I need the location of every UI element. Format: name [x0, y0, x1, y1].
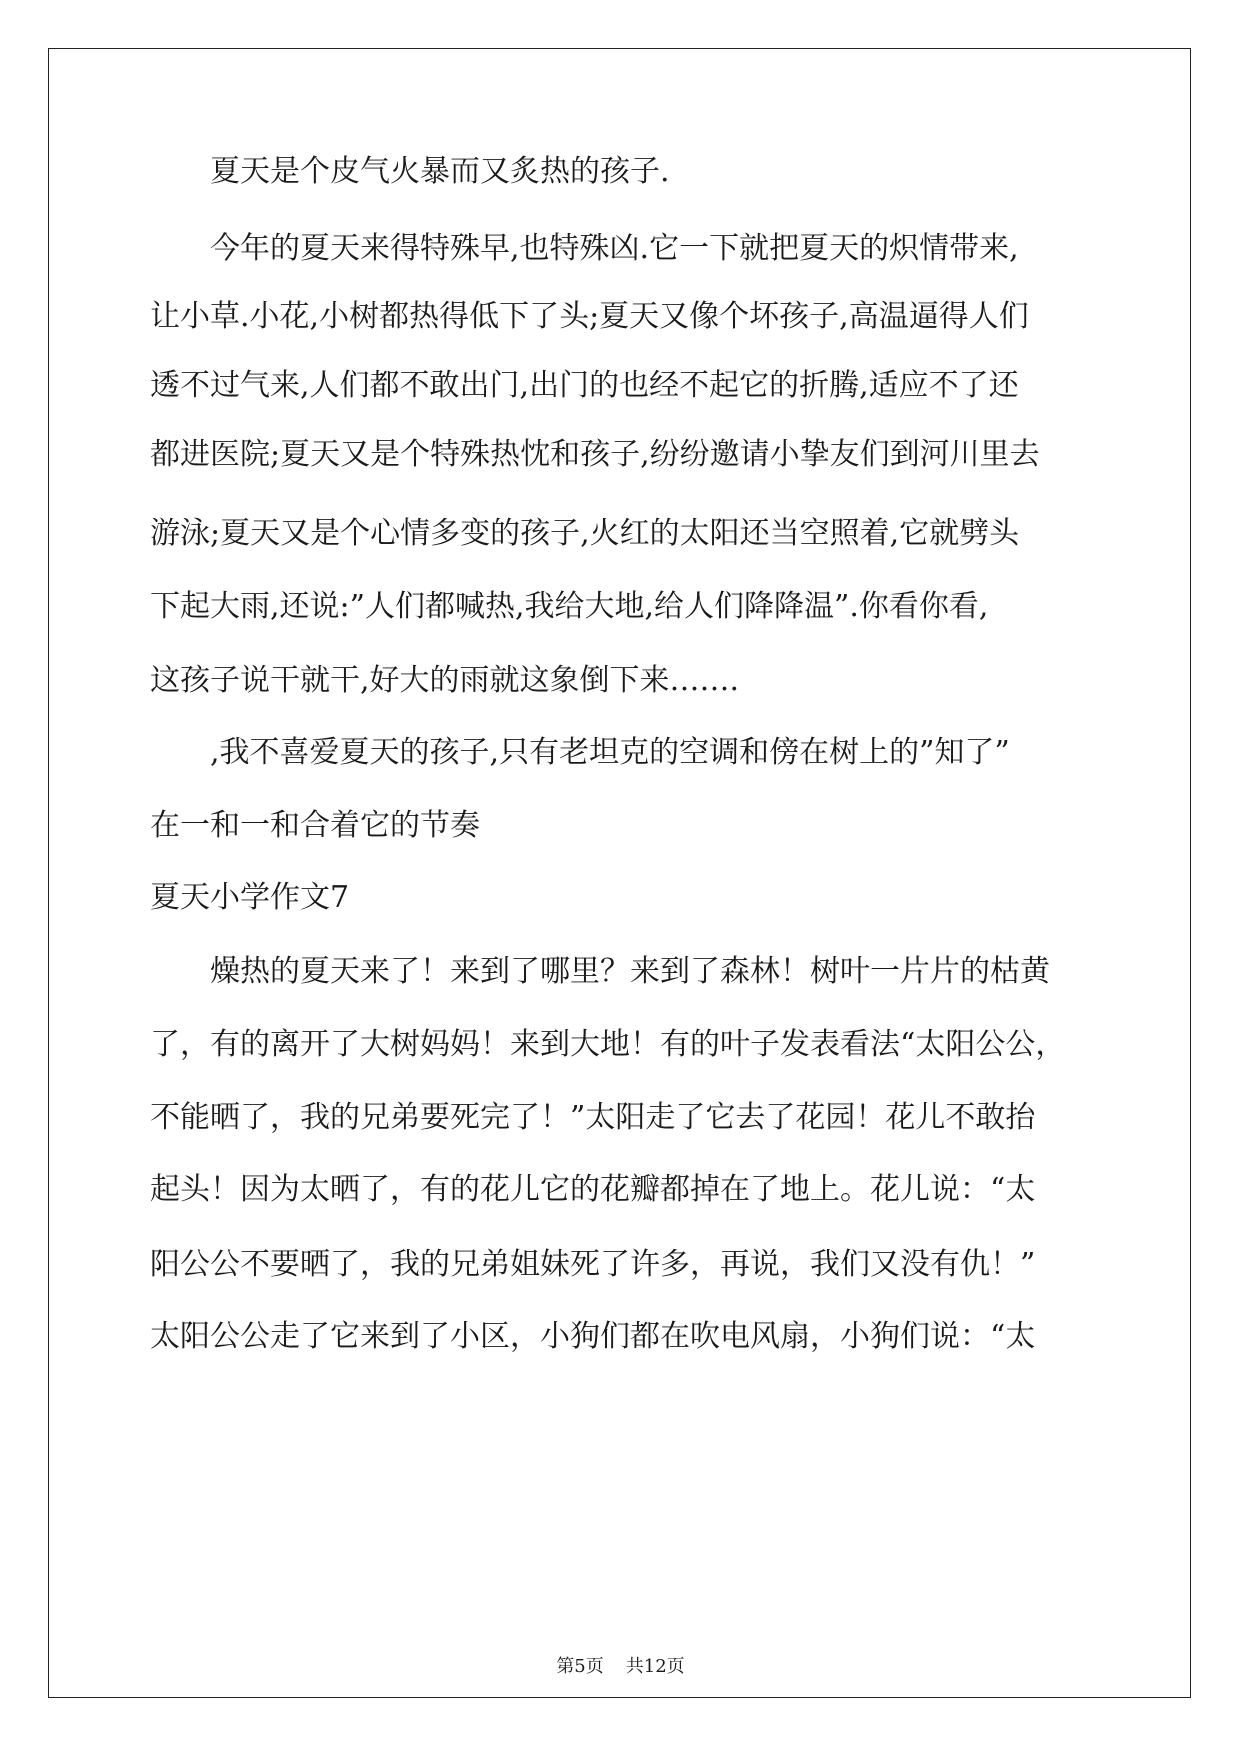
text-line: 在一和一和合着它的节奏 — [150, 808, 480, 843]
page-border — [48, 48, 1191, 1698]
text-line: 游泳;夏天又是个心情多变的孩子,火红的太阳还当空照着,它就劈头 — [150, 516, 1020, 551]
text-line: 起头！因为太晒了，有的花儿它的花瓣都掉在了地上。花儿说：“太 — [150, 1172, 1036, 1207]
text-line: 燥热的夏天来了！来到了哪里？来到了森林！树叶一片片的枯黄 — [210, 954, 1050, 989]
text-line: 下起大雨,还说:”人们都喊热,我给大地,给人们降降温”.你看你看, — [150, 589, 989, 624]
text-line: 不能晒了，我的兄弟要死完了！”太阳走了它去了花园！花儿不敢抬 — [150, 1100, 1036, 1135]
page-footer — [0, 1655, 1241, 1679]
text-line: 今年的夏天来得特殊早,也特殊凶.它一下就把夏天的炽情带来, — [210, 231, 1019, 266]
text-line: 透不过气来,人们都不敢出门,出门的也经不起它的折腾,适应不了还 — [150, 368, 1019, 403]
section-heading: 夏天小学作文7 — [150, 880, 350, 915]
text-line: 让小草.小花,小树都热得低下了头;夏天又像个坏孩子,高温逼得人们 — [150, 299, 1029, 334]
text-line: 这孩子说干就干,好大的雨就这象倒下来……. — [150, 663, 740, 698]
text-line: 阳公公不要晒了，我的兄弟姐妹死了许多，再说，我们又没有仇！” — [150, 1247, 1036, 1282]
text-line: 都进医院;夏天又是个特殊热忱和孩子,纷纷邀请小挚友们到河川里去 — [150, 437, 1040, 472]
page-total: 共12页 — [625, 1656, 685, 1677]
text-line: 了，有的离开了大树妈妈！来到大地！有的叶子发表看法“太阳公公， — [150, 1027, 1066, 1062]
text-line: 夏天是个皮气火暴而又炙热的孩子. — [210, 154, 670, 189]
text-line: 太阳公公走了它来到了小区，小狗们都在吹电风扇，小狗们说：“太 — [150, 1319, 1036, 1354]
text-line: ,我不喜爱夏天的孩子,只有老坦克的空调和傍在树上的”知了” — [210, 735, 1010, 770]
page-number: 第5页 — [556, 1656, 604, 1677]
